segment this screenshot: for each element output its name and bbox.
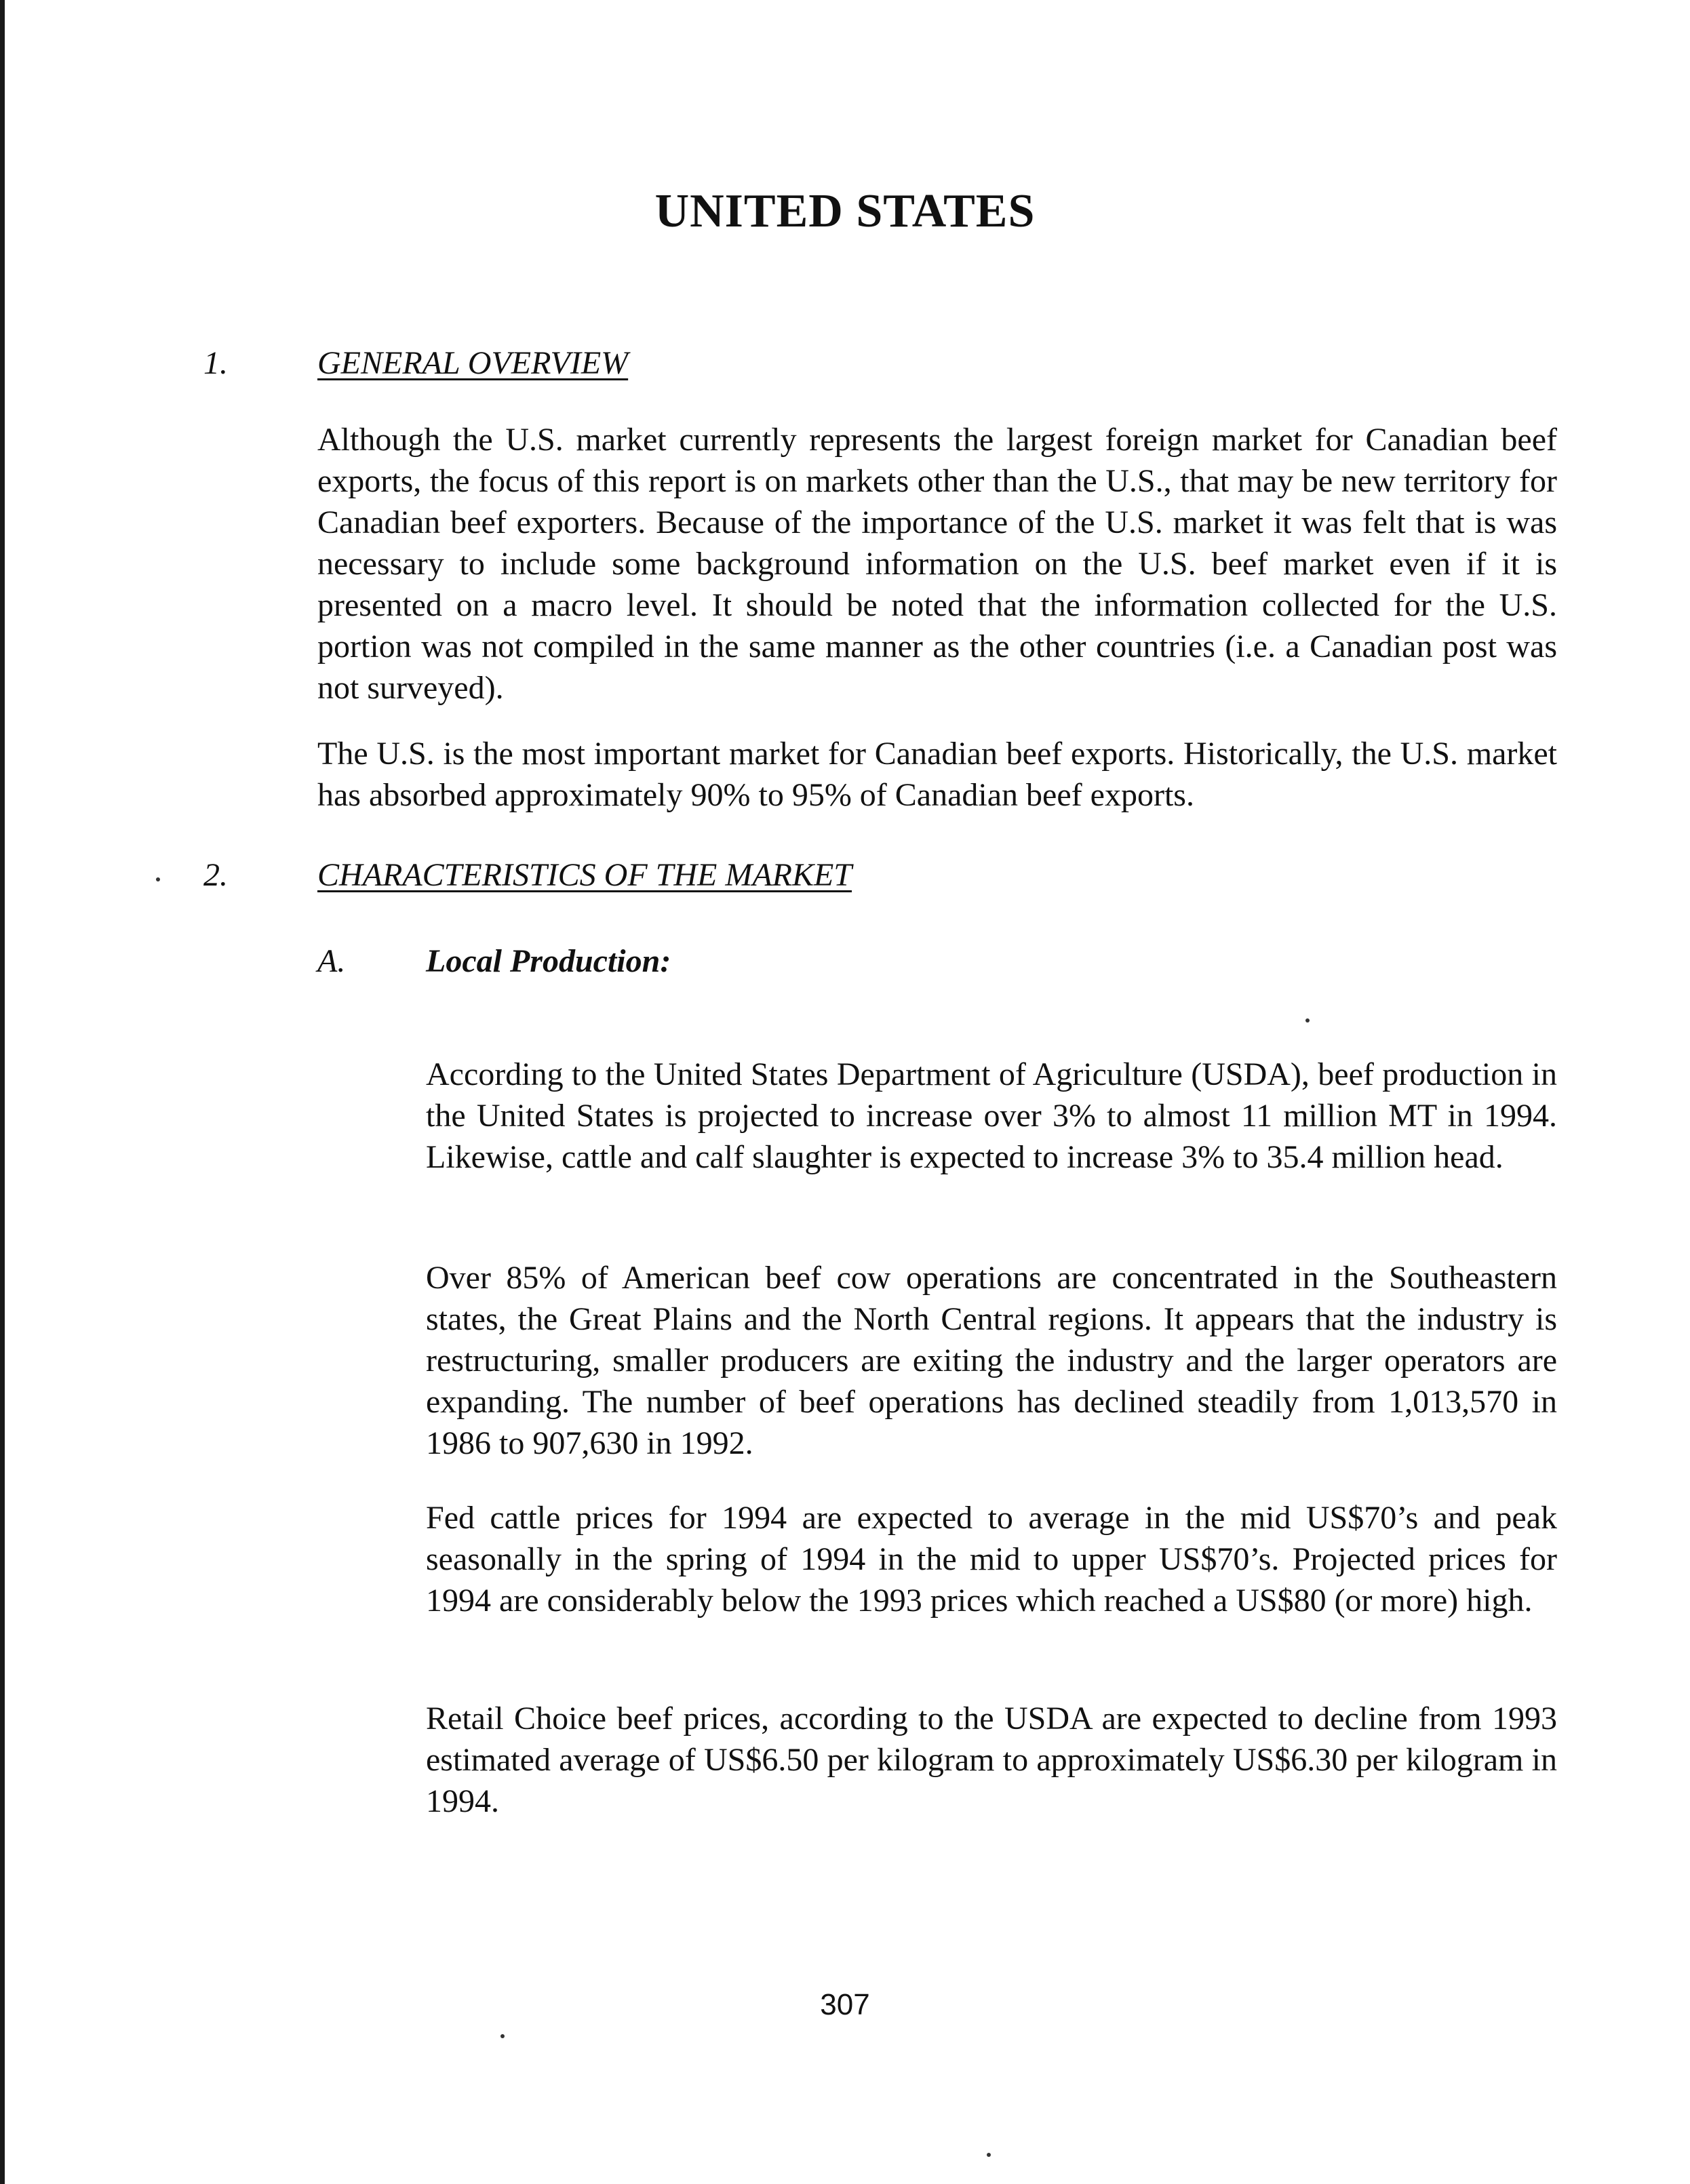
section-1-heading: GENERAL OVERVIEW	[317, 345, 629, 381]
page-number: 307	[820, 1988, 870, 2021]
subsection-a-paragraph-1: According to the United States Department of Agriculture (USDA), beef production in the United States is projected to increase over 3% to almost 11 million MT in 1994. Likewise, cattle and calf slaughter is expected to increase 3% to 35.4 million head.	[426, 1056, 1557, 1175]
page-edge-rule	[0, 0, 5, 2184]
subsection-a-letter: A.	[317, 943, 346, 979]
section-1-paragraph-2: The U.S. is the most important market for Canadian beef exports. Historically, the U.S. market has absorbed approximately 90% to 95% of Canadian beef exports.	[317, 736, 1557, 813]
page-title: UNITED STATES	[654, 185, 1036, 237]
scan-speck	[1305, 1018, 1310, 1022]
subsection-a-paragraph-4: Retail Choice beef prices, according to the USDA are expected to decline from 1993 estimated average of US$6.50 per kilogram to approximately US$6.30 per kilogram in 1994.	[426, 1701, 1557, 1819]
scan-speck	[500, 2034, 505, 2038]
subsection-a-paragraph-2: Over 85% of American beef cow operations are concentrated in the Southeastern states, the Great Plains and the North Central regions. It appears that the industry is restructuring, smaller producers are exiting the industry and the larger operators are expanding. The number of beef operations has declined steadily from 1,013,570 in 1986 to 907,630 in 1992.	[426, 1260, 1557, 1461]
section-2-number: 2.	[203, 857, 228, 893]
section-1-paragraph-1: Although the U.S. market currently represents the largest foreign market for Canadian beef exports, the focus of this report is on markets other than the U.S., that may be new territory for Canadian beef exporters. Because of the importance of the U.S. market it was felt that is was necessary to include some background information on the U.S. beef market even if it is presented on a macro level. It should be noted that the information collected for the U.S. portion was not compiled in the same manner as the other countries (i.e. a Canadian post was not surveyed).	[317, 422, 1557, 706]
subsection-a-heading: Local Production:	[426, 943, 671, 979]
subsection-a-paragraph-3: Fed cattle prices for 1994 are expected to average in the mid US$70’s and peak seasonally in the spring of 1994 in the mid to upper US$70’s. Projected prices for 1994 are considerably below the 1993 prices which reached a US$80 (or more) high.	[426, 1500, 1557, 1619]
scan-speck	[156, 877, 160, 881]
scan-speck	[987, 2153, 991, 2157]
section-1-number: 1.	[203, 345, 228, 381]
section-2-heading: CHARACTERISTICS OF THE MARKET	[317, 857, 852, 893]
